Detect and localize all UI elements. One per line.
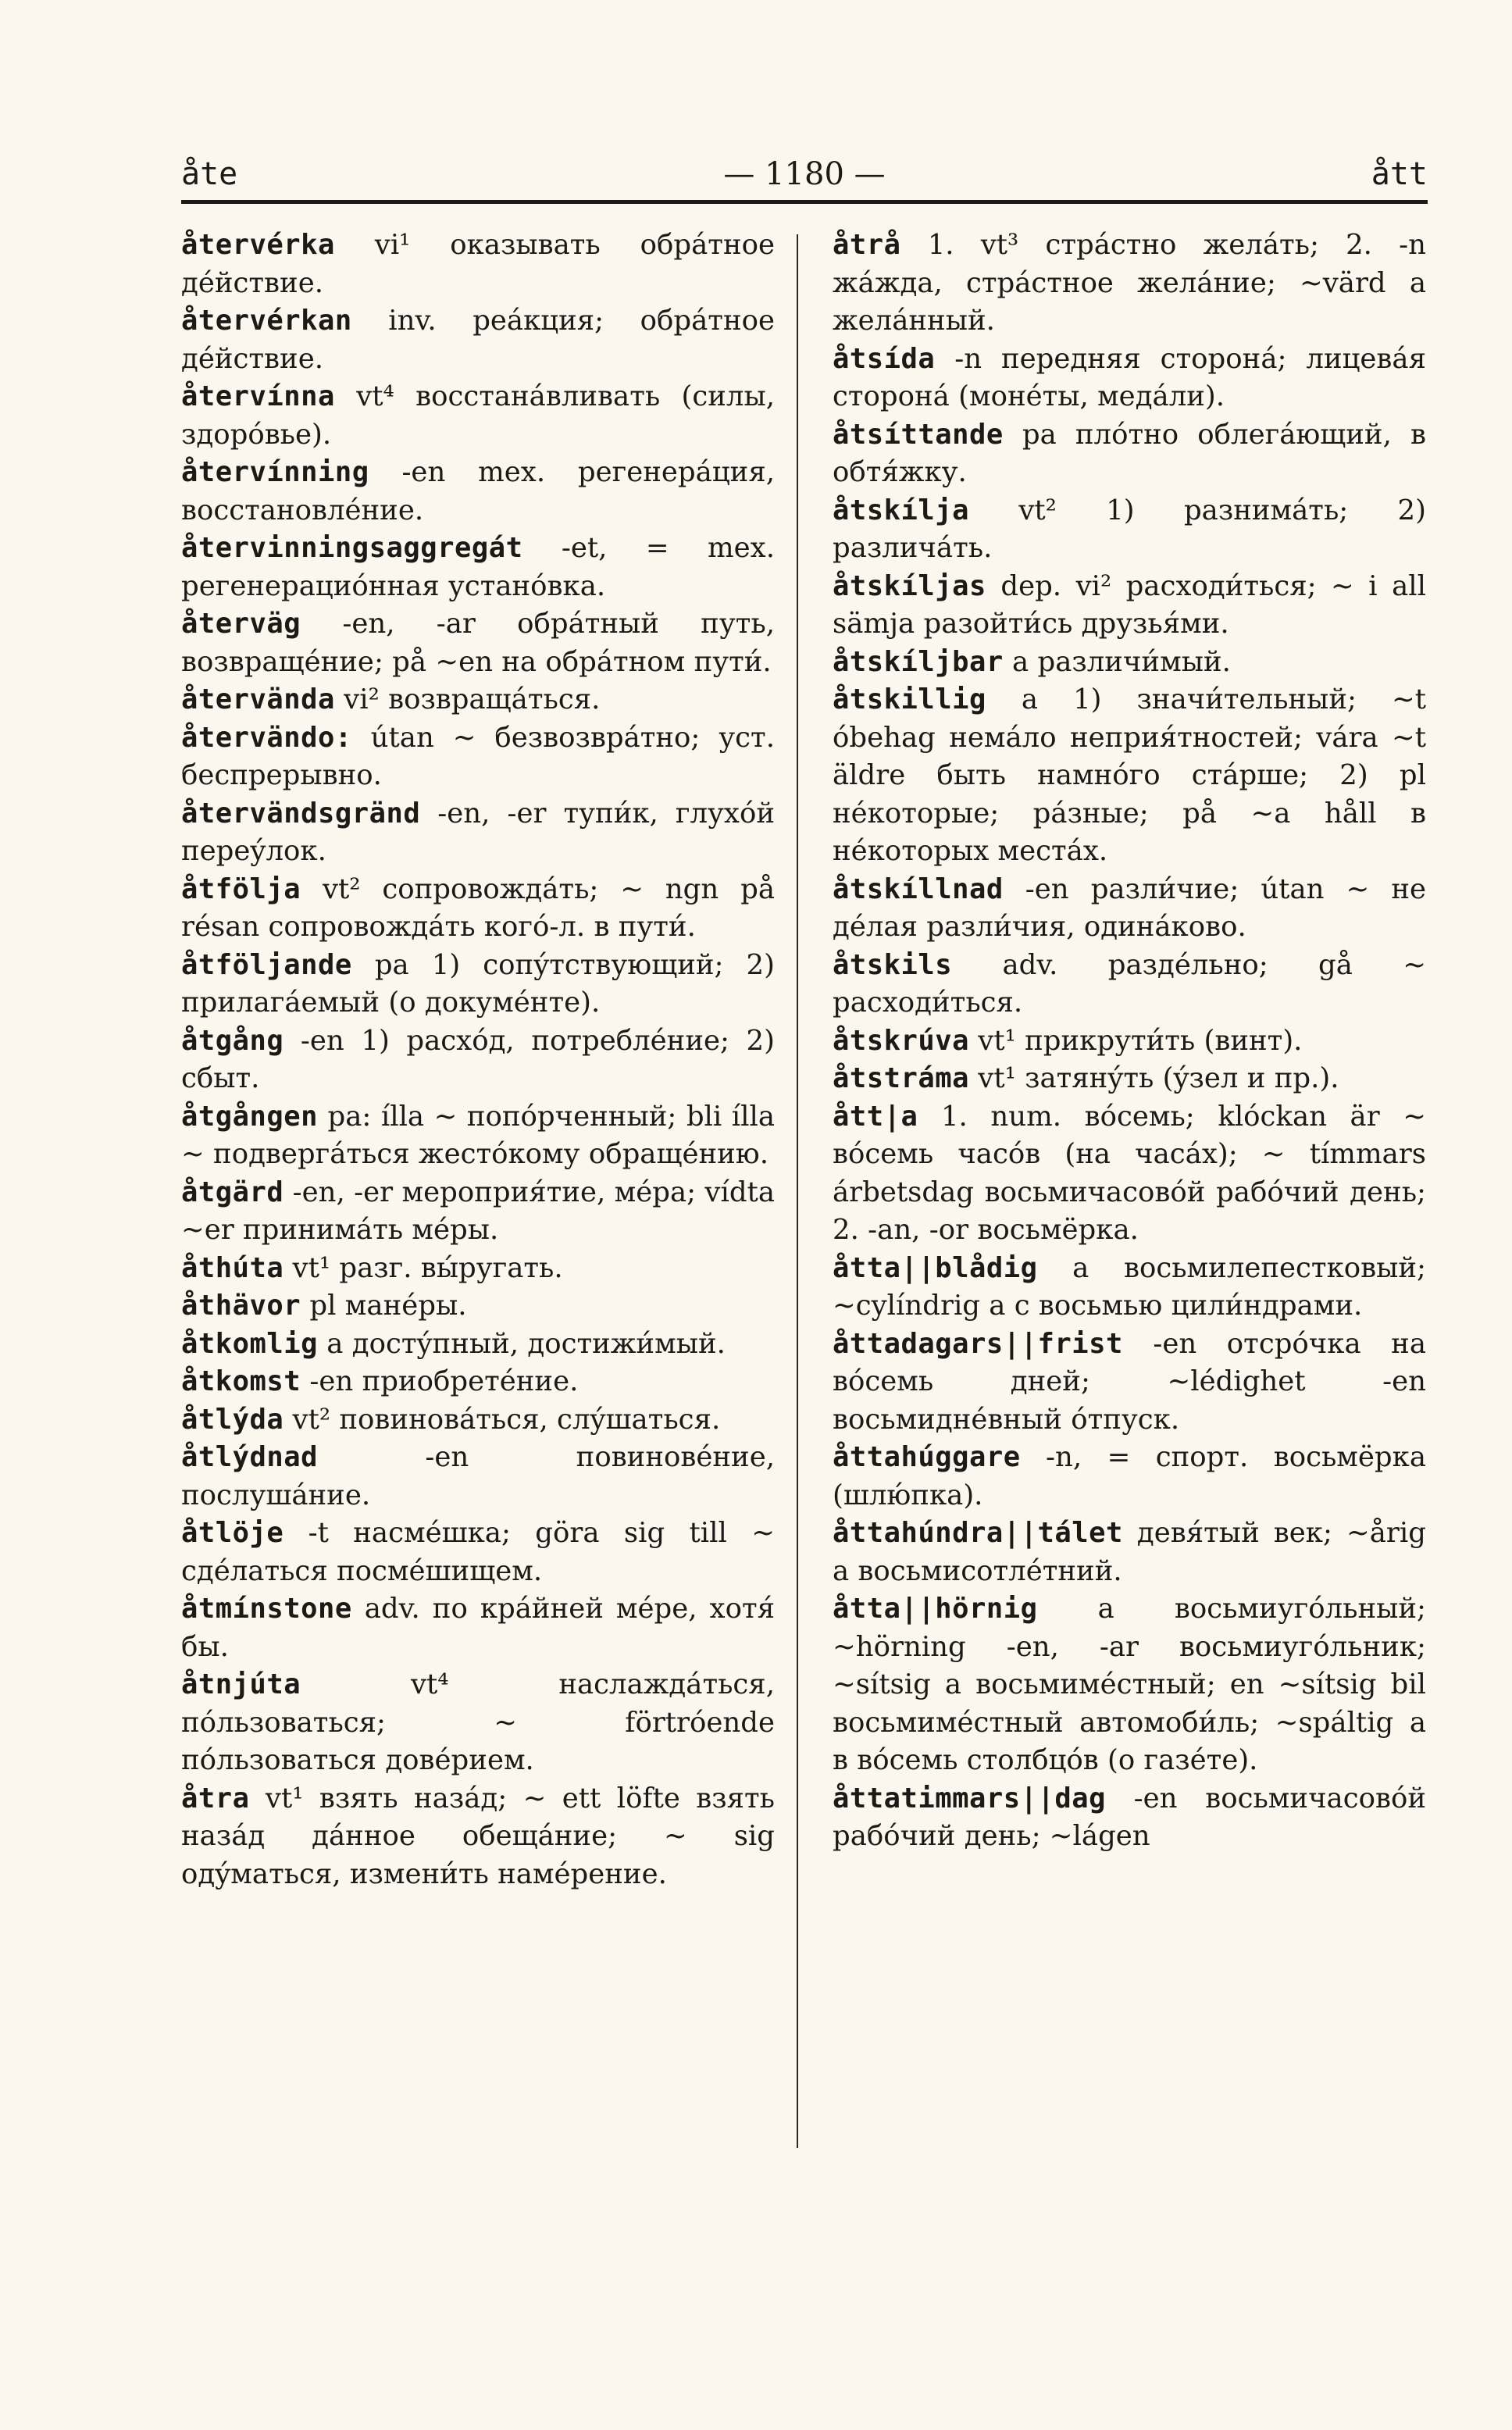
entry-headword: åtta||blådig xyxy=(833,1251,1038,1284)
entry-headword: åtskils xyxy=(833,948,953,981)
entry-definition: dep. vi² расходи́ться; ~ i all sämja разойти́сь друзья́ми. xyxy=(833,569,1426,640)
entry-definition: vt⁴ наслаждáться, пóльзоваться; ~ förtróende пóльзоваться довéрием. xyxy=(181,1668,775,1776)
entry-definition: -en, -er тупи́к, глухóй переýлок. xyxy=(181,797,775,867)
dictionary-entry xyxy=(181,1439,775,1515)
entry-definition: vt¹ разг. вы́ругать. xyxy=(292,1251,563,1284)
entry-definition: vt² сопровождáть; ~ ngn på résan сопровождáть когó-л. в пути́. xyxy=(181,872,775,943)
dictionary-entry xyxy=(833,341,1426,416)
entry-headword: återväg xyxy=(181,608,301,640)
entry-definition: -et, = mex. регенерациóнная устанóвка. xyxy=(181,532,775,602)
entry-definition: adv. по крáйней мéре, хотя́ бы. xyxy=(181,1593,775,1663)
entry-headword: åthúta xyxy=(181,1251,284,1284)
dictionary-entry xyxy=(833,227,1426,341)
dictionary-entry xyxy=(181,1401,775,1440)
header-left-guide-word: åte xyxy=(181,156,238,192)
entry-headword: åttahúndra||tálet xyxy=(833,1517,1123,1549)
dictionary-entry xyxy=(181,795,775,871)
entry-headword: åtskillig xyxy=(833,683,986,715)
entry-headword: återvändo: xyxy=(181,721,352,754)
left-column xyxy=(181,227,775,1893)
entry-headword: åtskíljbar xyxy=(833,645,1004,678)
entry-headword: åthävor xyxy=(181,1290,301,1322)
entry-headword: åtra xyxy=(181,1782,250,1814)
dictionary-entry xyxy=(181,227,775,302)
entry-definition: 1. vt³ стрáстно желáть; 2. -n жáжда, стрáстное желáние; ~värd a желáнный. xyxy=(833,229,1426,337)
dictionary-entry xyxy=(833,947,1426,1022)
entry-definition: pa 1) сопýтствующий; 2) прилагáемый (о докумéнте). xyxy=(181,948,775,1019)
column-divider xyxy=(797,234,798,2148)
page-header xyxy=(181,156,1428,203)
dictionary-entry xyxy=(833,1060,1426,1098)
entry-headword: åttatimmars||dag xyxy=(833,1782,1106,1814)
entry-headword: åtlýdnad xyxy=(181,1441,318,1473)
entry-definition: vt² 1) разнимáть; 2) различáть. xyxy=(833,494,1426,564)
dictionary-entry xyxy=(833,568,1426,644)
entry-headword: åttadagars||frist xyxy=(833,1327,1123,1360)
dictionary-entry xyxy=(181,1250,775,1288)
entry-definition: a восьмилепестковый; ~cylíndrig a с восьмью цили́ндрами. xyxy=(833,1251,1426,1322)
entry-definition: vt⁴ восстанáвливать (силы, здорóвье). xyxy=(181,380,775,451)
entry-definition: a 1) значи́тельный; ~t óbehag немáло неприя́тностей; vára ~t äldre быть намнóго стáрше; 2) pl нéкоторые; рáзные; på ~a håll в нéкоторых местáх. xyxy=(833,683,1426,867)
dictionary-entry xyxy=(181,1780,775,1894)
dictionary-entry xyxy=(833,492,1426,568)
dictionary-entry xyxy=(833,681,1426,871)
entry-definition: -en повиновéние, послушáние. xyxy=(181,1441,775,1511)
entry-definition: -n передняя сторонá; лицевáя сторонá (монéты, медáли). xyxy=(833,342,1426,412)
entry-definition: adv. раздéльно; gå ~ расходи́ться. xyxy=(833,948,1426,1019)
dictionary-entry xyxy=(181,1590,775,1666)
dictionary-entry xyxy=(181,947,775,1022)
entry-headword: åtrå xyxy=(833,229,901,261)
entry-headword: återvínning xyxy=(181,456,369,488)
entry-headword: åtlöje xyxy=(181,1517,284,1549)
entry-headword: åtta||hörnig xyxy=(833,1593,1038,1625)
entry-headword: åtskrúva xyxy=(833,1024,969,1057)
dictionary-entry xyxy=(833,1326,1426,1440)
entry-headword: återvérka xyxy=(181,229,335,261)
entry-headword: åtskíljas xyxy=(833,569,986,602)
entry-headword: åtsída xyxy=(833,342,936,375)
entry-definition: pa: ílla ~ попóрченный; bli ílla ~ подвергáться жестóкому обращéнию. xyxy=(181,1100,775,1170)
dictionary-entry xyxy=(181,1022,775,1098)
entry-definition: -en приобретéние. xyxy=(309,1365,579,1397)
dictionary-entry xyxy=(833,1098,1426,1250)
right-column xyxy=(833,227,1426,1856)
entry-headword: åttahúggare xyxy=(833,1441,1021,1473)
entry-definition: vt² повиновáться, слýшаться. xyxy=(292,1403,721,1436)
dictionary-entry xyxy=(181,1287,775,1326)
dictionary-entry xyxy=(181,378,775,454)
entry-definition: -en, -er мероприя́тие, мéра; vídta ~er принимáть мéры. xyxy=(181,1176,775,1246)
entry-definition: inv. реáкция; обрáтное дéйствие. xyxy=(181,305,775,375)
dictionary-entry xyxy=(833,1590,1426,1780)
entry-headword: åtnjúta xyxy=(181,1668,301,1700)
entry-definition: vt¹ взять назáд; ~ ett löfte взять назáд дáнное обещáние; ~ sig одýматься, измени́ть намéрение. xyxy=(181,1782,775,1890)
entry-definition: vi² возвращáться. xyxy=(344,683,601,715)
dictionary-entry xyxy=(181,1326,775,1364)
dictionary-entry xyxy=(833,1439,1426,1515)
entry-headword: återvérkan xyxy=(181,305,352,337)
entry-definition: vt¹ прикрути́ть (винт). xyxy=(978,1024,1303,1057)
entry-headword: återvända xyxy=(181,683,335,715)
dictionary-entry xyxy=(181,719,775,795)
entry-definition: a различи́мый. xyxy=(1012,645,1231,678)
entry-headword: åtsíttande xyxy=(833,418,1004,451)
dictionary-entry xyxy=(181,1515,775,1590)
dictionary-entry xyxy=(181,605,775,681)
entry-headword: ått|a xyxy=(833,1100,918,1133)
entry-definition: -n, = спорт. восьмёрка (шлю́пка). xyxy=(833,1441,1426,1511)
entry-definition: -en отсрóчка на вóсемь дней; ~lédighet -en восьмиднéвный óтпуск. xyxy=(833,1327,1426,1436)
dictionary-entry xyxy=(833,1022,1426,1061)
entry-definition: pl манéры. xyxy=(309,1290,467,1322)
dictionary-entry xyxy=(833,1250,1426,1326)
dictionary-entry xyxy=(181,1098,775,1174)
entry-headword: åtskílja xyxy=(833,494,969,526)
entry-definition: -en 1) расхóд, потреблéние; 2) сбыт. xyxy=(181,1024,775,1094)
header-rule xyxy=(181,200,1428,204)
entry-headword: återvändsgränd xyxy=(181,797,421,830)
dictionary-entry xyxy=(833,644,1426,682)
dictionary-entry xyxy=(181,530,775,605)
entry-headword: återvínna xyxy=(181,380,335,412)
entry-definition: a достýпный, достижи́мый. xyxy=(326,1327,726,1360)
dictionary-entry xyxy=(181,1174,775,1250)
page-number: — 1180 — xyxy=(723,156,886,192)
header-right-guide-word: ått xyxy=(1371,156,1428,192)
entry-headword: åtstráma xyxy=(833,1062,969,1094)
entry-headword: åtfölja xyxy=(181,872,301,905)
entry-headword: åtlýda xyxy=(181,1403,284,1436)
entry-definition: -en mex. регенерáция, восстановлéние. xyxy=(181,456,775,526)
dictionary-entry xyxy=(833,416,1426,492)
entry-headword: åtkomlig xyxy=(181,1327,318,1360)
dictionary-entry xyxy=(833,1515,1426,1590)
dictionary-entry xyxy=(181,681,775,719)
entry-definition: девя́тый век; ~årig a восьмисотлéтний. xyxy=(833,1517,1426,1587)
entry-headword: åtkomst xyxy=(181,1365,301,1397)
dictionary-entry xyxy=(833,1780,1426,1856)
dictionary-entry xyxy=(181,871,775,947)
dictionary-entry xyxy=(181,1363,775,1401)
entry-definition: útan ~ безвозврáтно; уст. беспрерывно. xyxy=(181,721,775,791)
entry-definition: -en восьмичасовóй рабóчий день; ~lágen xyxy=(833,1782,1426,1852)
dictionary-entry xyxy=(181,302,775,378)
entry-definition: vi¹ оказывать обрáтное дéйствие. xyxy=(181,229,775,299)
entry-headword: åtföljande xyxy=(181,948,352,981)
entry-definition: a восьмиугóльный; ~hörning -en, -ar восьмиугóльник; ~sítsig a восьмимéстный; en ~sítsig bil восьмимéстный автомоби́ль; ~spáltig a в вóсемь столбцóв (о газéте). xyxy=(833,1593,1426,1776)
dictionary-entry xyxy=(181,454,775,530)
entry-definition: -en, -ar обрáтный путь, возвращéние; på ~en на обрáтном пути́. xyxy=(181,608,775,678)
dictionary-entry xyxy=(833,871,1426,947)
entry-definition: vt¹ затянýть (ýзел и пр.). xyxy=(978,1062,1339,1094)
entry-headword: åtskíllnad xyxy=(833,872,1004,905)
dictionary-entry xyxy=(181,1666,775,1780)
entry-definition: pa плóтно облегáющий, в обтя́жку. xyxy=(833,418,1426,488)
entry-headword: åtgärd xyxy=(181,1176,284,1208)
entry-headword: åtgången xyxy=(181,1100,318,1133)
entry-headword: åtgång xyxy=(181,1024,284,1057)
entry-headword: åtmínstone xyxy=(181,1593,352,1625)
entry-headword: återvinningsaggregát xyxy=(181,532,523,564)
entry-definition: 1. num. вóсемь; klóckan är ~ вóсемь часóв (на часáх); ~ tímmars árbetsdag восьмичасовóй рабóчий день; 2. -an, -or восьмёрка. xyxy=(833,1100,1426,1246)
entry-definition: -t насмéшка; göra sig till ~ сдéлаться посмéшищем. xyxy=(181,1517,775,1587)
entry-definition: -en разли́чие; útan ~ не дéлая разли́чия, одинáково. xyxy=(833,872,1426,943)
